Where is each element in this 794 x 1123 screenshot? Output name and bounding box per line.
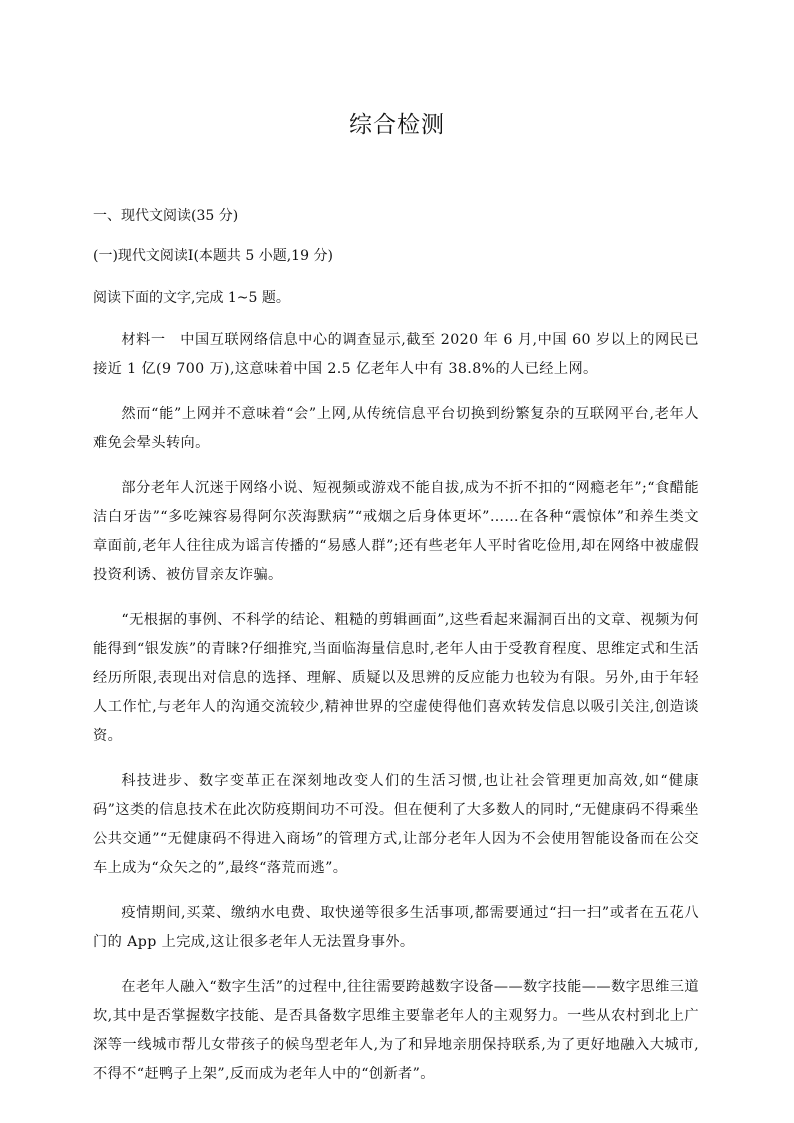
section-heading: 一、现代文阅读(35 分) (93, 208, 239, 224)
passage-paragraph-6: 疫情期间,买菜、缴纳水电费、取快递等很多生活事项,都需要通过“扫一扫”或者在五花八门的 App 上完成,这让很多老年人无法置身事外。 (93, 905, 699, 950)
passage-paragraph-3: 部分老年人沉迷于网络小说、短视频或游戏不能自拔,成为不折不扣的“网瘾老年”;“食醋能洁白牙齿”“多吃辣容易得阿尔茨海默病”“戒烟之后身体更坏”……在各种“震惊体”和养生类文章面前,老年人往往成为谣言传播的“易感人群”;还有些老年人平时省吃俭用,却在网络中被虚假投资利诱、被仿冒亲友诈骗。 (93, 480, 699, 583)
passage-paragraph-2: 然而“能”上网并不意味着“会”上网,从传统信息平台切换到纷繁复杂的互联网平台,老年人难免会晕头转向。 (93, 406, 699, 451)
passage-paragraph-4: “无根据的事例、不科学的结论、粗糙的剪辑画面”,这些看起来漏洞百出的文章、视频为何能得到“银发族”的青睐?仔细推究,当面临海量信息时,老年人由于受教育程度、思维定式和生活经历所限,表现出对信息的选择、理解、质疑以及思辨的反应能力也较为有限。另外,由于年轻人工作忙,与老年人的沟通交流较少,精神世界的空虚使得他们喜欢转发信息以吸引关注,创造谈资。 (93, 612, 699, 744)
reading-passage (93, 326, 699, 1105)
subsection-heading: (一)现代文阅读Ⅰ(本题共 5 小题,19 分) (93, 248, 333, 264)
page-title: 综合检测 (349, 112, 445, 138)
passage-paragraph-1: 材料一 中国互联网络信息中心的调查显示,截至 2020 年 6 月,中国 60 岁以上的网民已接近 1 亿(9 700 万),这意味着中国 2.5 亿老年人中有 38.8%的人已经上网。 (93, 332, 699, 377)
passage-paragraph-7: 在老年人融入“数字生活”的过程中,往往需要跨越数字设备——数字技能——数字思维三道坎,其中是否掌握数字技能、是否具备数字思维主要靠老年人的主观努力。一些从农村到北上广深等一线城市帮儿女带孩子的候鸟型老年人,为了和异地亲朋保持联系,为了更好地融入大城市,不得不“赶鸭子上架”,反而成为老年人中的“创新者”。 (93, 979, 699, 1082)
reading-instruction: 阅读下面的文字,完成 1~5 题。 (93, 290, 290, 306)
passage-paragraph-5: 科技进步、数字变革正在深刻地改变人们的生活习惯,也让社会管理更加高效,如“健康码”这类的信息技术在此次防疫期间功不可没。但在便利了大多数人的同时,“无健康码不得乘坐公共交通”“无健康码不得进入商场”的管理方式,让部分老年人因为不会使用智能设备而在公交车上成为“众矢之的”,最终“落荒而逃”。 (93, 773, 699, 876)
